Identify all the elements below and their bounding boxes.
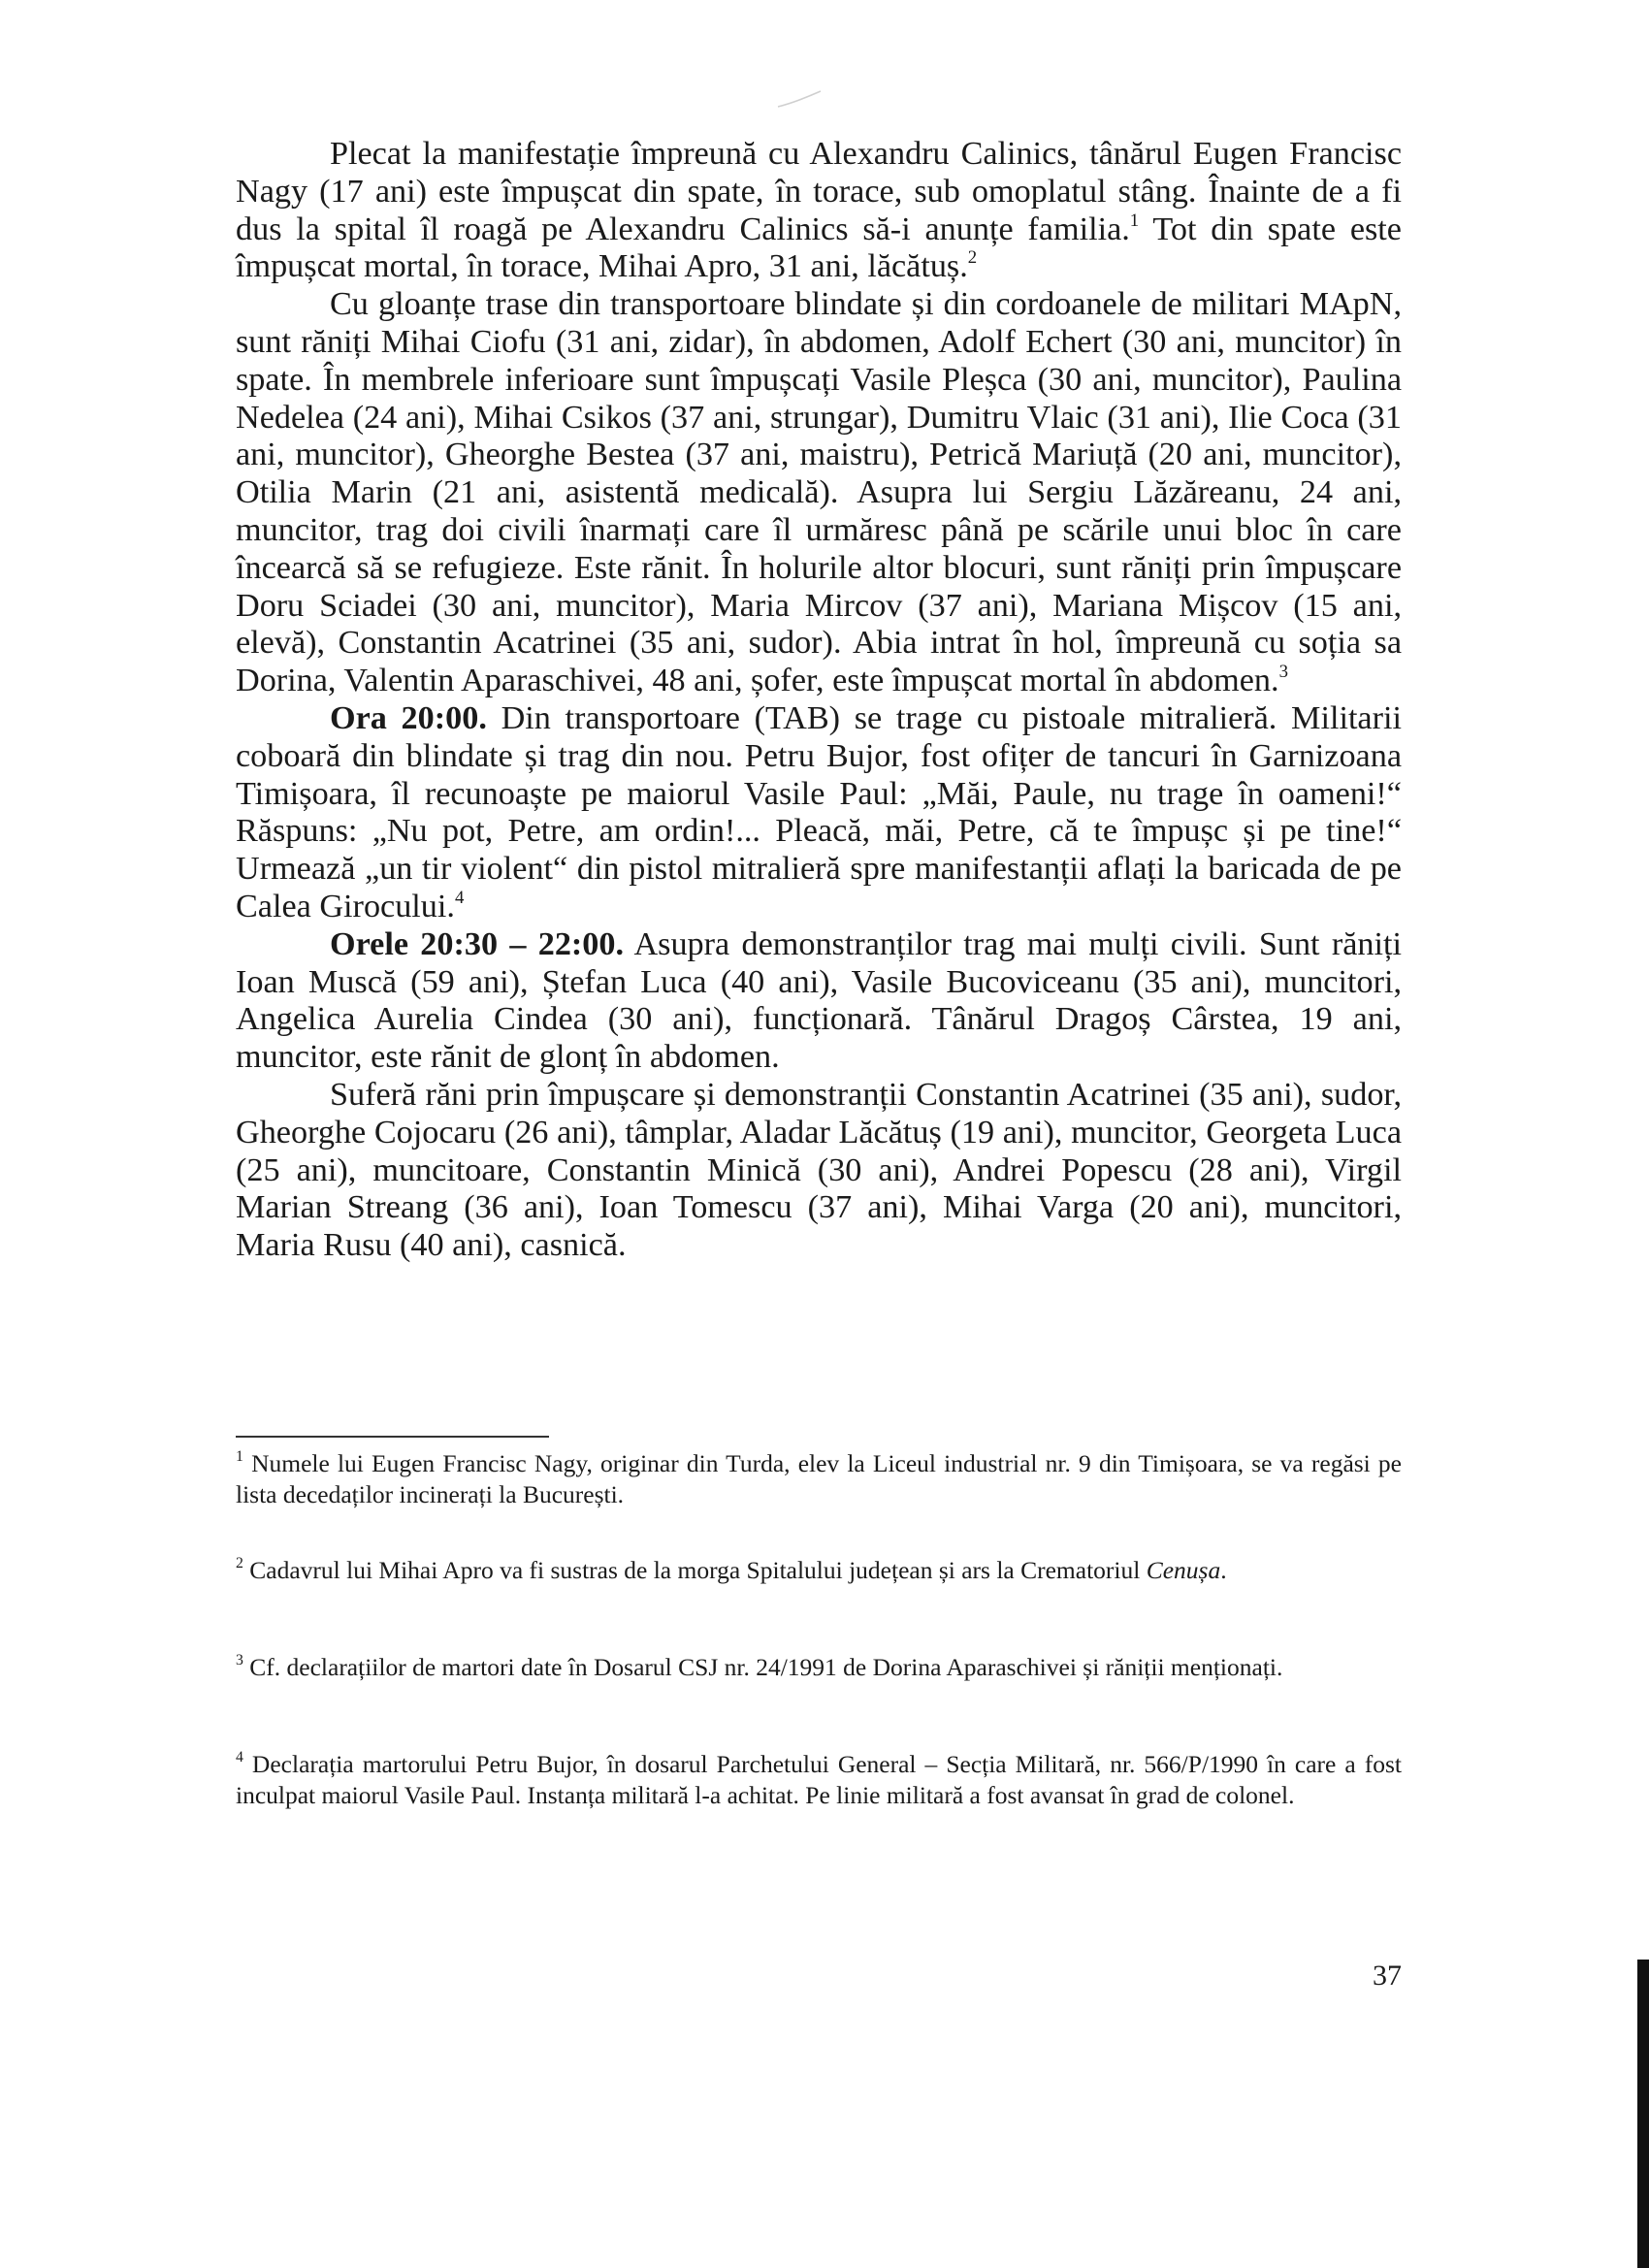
- footnote-separator: [236, 1436, 549, 1438]
- time-heading-2000: Ora 20:00.: [330, 699, 487, 736]
- paragraph-3: Ora 20:00. Din transportoare (TAB) se trage cu pistoale mitralieră. Militarii coboară din blindate și trag din nou. Petru Bujor, fost ofițer de tancuri în Garnizoana Timișoara, îl recunoaște pe maiorul Vasile Paul: „Măi, Paule, nu trage în oameni!“ Răspuns: „Nu pot, Petre, am ordin!... Pleacă, măi, Petre, că te împușc și pe tine!“ Urmează „un tir violent“ din pistol mitralieră spre manifestanții aflați la baricada de pe Calea Girocului.$^4$: [236, 699, 1402, 924]
- footnote-ref-3: 3: [1278, 662, 1288, 683]
- footnote-3: $^3$ Cf. declarațiilor de martori date în Dosarul CSJ nr. 24/1991 de Dorina Aparaschivei și răniții menționați.: [236, 1651, 1283, 1681]
- paragraph-5: Suferă răni prin împușcare și demonstranții Constantin Acatrinei (35 ani), sudor, Gheorghe Cojocaru (26 ani), tâmplar, Aladar Lăcătuș (19 ani), muncitor, Georgeta Luca (25 ani), muncitoare, Constantin Minică (30 ani), Andrei Popescu (28 ani), Virgil Marian Streang (36 ani), Ioan Tomescu (37 ani), Mihai Varga (20 ani), muncitori, Maria Rusu (40 ani), casnică.: [236, 1076, 1402, 1264]
- paragraph-4: Orele 20:30 – 22:00. Asupra demonstranților trag mai mulți civili. Sunt răniți Ioan Muscă (59 ani), Ștefan Luca (40 ani), Vasile Bucoviceanu (35 ani), muncitori, Angelica Aurelia Cindea (30 ani), funcționară. Tânărul Dragoș Cârstea, 19 ani, muncitor, este rănit de glonț în abdomen.: [236, 925, 1402, 1076]
- time-heading-2030: Orele 20:30 – 22:00.: [330, 925, 625, 962]
- footnote-2: $^2$ Cadavrul lui Mihai Apro va fi sustras de la morga Spitalului județean și ars la Crematoriul Cenușa.: [236, 1554, 1227, 1584]
- scan-edge-bar: [1637, 1960, 1649, 2268]
- footnote-ref-4: 4: [454, 887, 465, 908]
- paragraph-2: Cu gloanțe trase din transportoare blindate și din cordoanele de militari MApN, sunt răniți Mihai Ciofu (31 ani, zidar), în abdomen, Adolf Echert (30 ani, muncitor) în spate. În membrele inferioare sunt împușcați Vasile Pleșca (30 ani, muncitor), Paulina Nedelea (24 ani), Mihai Csikos (37 ani, strungar), Dumitru Vlaic (31 ani), Ilie Coca (31 ani, muncitor), Gheorghe Bestea (37 ani, maistru), Petrică Mariuță (20 ani, muncitor), Otilia Marin (21 ani, asistentă medicală). Asupra lui Sergiu Lăzăreanu, 24 ani, muncitor, trag doi civili înarmați care îl urmăresc până pe scările unui bloc în care încearcă să se refugieze. Este rănit. În holurile altor blocuri, sunt răniți prin împușcare Doru Sciadei (30 ani, muncitor), Maria Mircov (37 ani), Mariana Mișcov (15 ani, elevă), Constantin Acatrinei (35 ani, sudor). Abia intrat în hol, împreună cu soția sa Dorina, Valentin Aparaschivei, 48 ani, șofer, este împușcat mortal în abdomen.$^3$: [236, 286, 1402, 699]
- scan-artifact-mark: [776, 89, 823, 111]
- footnote-ref-1: 1: [1129, 210, 1140, 231]
- body-text: [236, 136, 1402, 1265]
- footnote-ref-2: 2: [967, 247, 978, 269]
- footnote-4: $^4$ Declarația martorului Petru Bujor, în dosarul Parchetului General – Secția Militară, nr. 566/P/1990 în care a fost inculpat maiorul Vasile Paul. Instanța militară l-a achitat. Pe linie militară a fost avansat în grad de colonel.: [236, 1748, 1402, 1809]
- footnote-1: $^1$ Numele lui Eugen Francisc Nagy, originar din Turda, elev la Liceul industrial nr. 9 din Timișoara, se va regăsi pe lista decedaților incinerați la București.: [236, 1447, 1402, 1508]
- page-number: 37: [1373, 1960, 1402, 1992]
- paragraph-1: Plecat la manifestație împreună cu Alexandru Calinics, tânărul Eugen Francisc Nagy (17 ani) este împușcat din spate, în torace, sub omoplatul stâng. Înainte de a fi dus la spital îl roagă pe Alexandru Calinics să-i anunțe familia.$^1$ Tot din spate este împușcat mortal, în torace, Mihai Apro, 31 ani, lăcătuș.$^2$: [236, 136, 1402, 285]
